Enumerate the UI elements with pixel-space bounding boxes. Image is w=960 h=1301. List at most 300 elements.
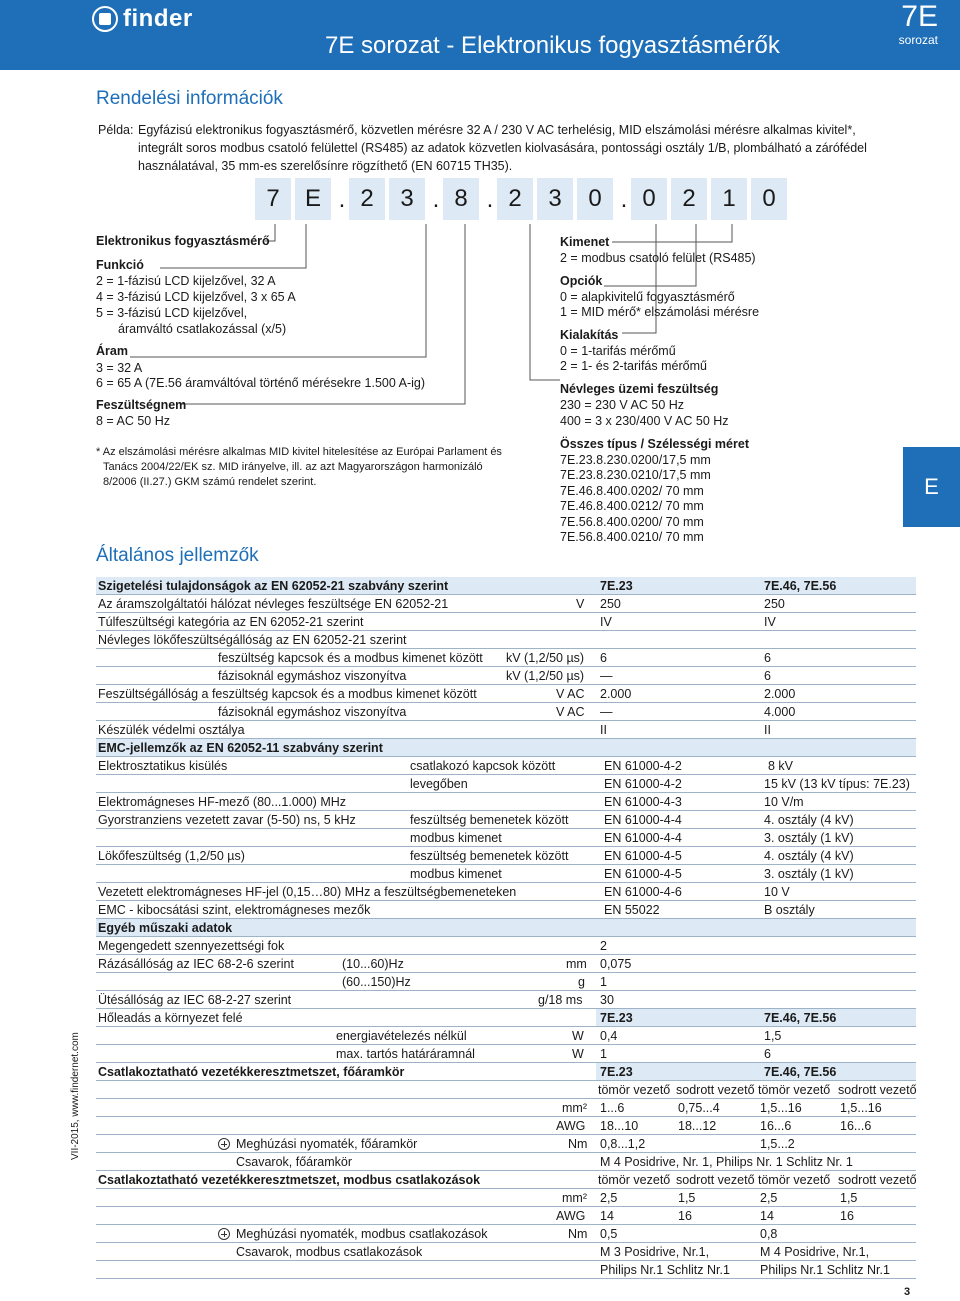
table-cell-text: max. tartós határáramnál	[336, 1047, 475, 1061]
table-cell	[764, 1027, 781, 1045]
table-cell	[600, 1099, 624, 1117]
table-cell-text: 7E.23	[600, 579, 633, 593]
general-table	[96, 577, 916, 1279]
table-cell-text: 3. osztály (1 kV)	[764, 831, 854, 845]
table-cell-text: II	[764, 723, 771, 737]
table-cell-text: tömör vezető	[598, 1083, 671, 1097]
table-cell-text: Elektromágneses HF-mező (80...1.000) MHz	[98, 795, 347, 809]
table-row	[96, 901, 916, 919]
type-line: 7E.56.8.400.0200/ 70 mm	[560, 515, 704, 529]
table-row	[96, 703, 916, 721]
table-cell	[98, 1171, 480, 1189]
table-cell-text: energiavételezés nélkül	[336, 1029, 467, 1043]
table-cell	[98, 613, 363, 631]
table-cell	[600, 991, 614, 1009]
table-cell-text: fázisoknál egymáshoz viszonyítva	[218, 705, 407, 719]
table-cell	[98, 847, 245, 865]
table-row	[96, 1063, 916, 1081]
table-cell	[758, 1081, 830, 1099]
table-row	[96, 721, 916, 739]
table-cell-text: IV	[600, 615, 612, 629]
table-cell	[764, 685, 795, 703]
table-cell-text: EN 61000-4-5	[604, 849, 682, 863]
table-cell-text: 6	[600, 651, 607, 665]
type-line: 7E.23.8.230.0210/17,5 mm	[560, 468, 711, 482]
table-cell	[600, 1117, 638, 1135]
table-row	[96, 1009, 916, 1027]
table-cell	[764, 1045, 771, 1063]
page-title: 7E sorozat - Elektronikus fogyasztásmérők	[325, 32, 780, 59]
voltage-label: Feszültségnem	[96, 398, 187, 412]
table-row	[96, 631, 916, 649]
table-cell	[562, 1189, 587, 1207]
code-digit: 3	[389, 178, 425, 220]
ordering-title: Rendelési információk	[96, 88, 283, 109]
table-row	[96, 793, 916, 811]
table-cell-text: IV	[764, 615, 776, 629]
table-cell-text: EN 61000-4-4	[604, 831, 682, 845]
table-cell-text: mm²	[562, 1101, 587, 1115]
table-cell-text: 8 kV	[768, 759, 794, 773]
table-row	[96, 1207, 916, 1225]
table-row	[96, 667, 916, 685]
table-cell-text: Meghúzási nyomaték, főáramkör	[236, 1137, 418, 1151]
table-cell-text: 7E.46, 7E.56	[764, 579, 837, 593]
table-cell	[98, 577, 448, 595]
table-cell-text: 7E.23	[600, 1065, 633, 1079]
table-cell-text: feszültség kapcsok és a modbus kimenet között	[218, 651, 483, 665]
table-cell	[600, 649, 607, 667]
table-cell-text: (10...60)Hz	[342, 957, 404, 971]
section-tab: E	[903, 447, 960, 527]
table-cell	[600, 955, 631, 973]
table-cell-text: feszültség bemenetek között	[410, 849, 569, 863]
table-cell	[98, 721, 245, 739]
table-cell-text: 16...6	[760, 1119, 792, 1133]
table-cell	[604, 793, 682, 811]
torque-icon	[218, 1228, 230, 1240]
table-cell	[676, 1171, 755, 1189]
table-cell	[578, 973, 585, 991]
table-cell-text: 0,8...1,2	[600, 1137, 646, 1151]
table-cell	[764, 793, 804, 811]
table-cell-text: modbus kimenet	[410, 831, 502, 845]
table-cell	[764, 595, 785, 613]
table-cell-text: AWG	[556, 1209, 586, 1223]
table-cell	[764, 775, 910, 793]
table-cell-text: M 4 Posidrive, Nr.1,	[760, 1245, 870, 1259]
table-cell-text: Elektrosztatikus kisülés	[98, 759, 228, 773]
table-cell	[556, 1207, 585, 1225]
table-cell-text: Philips Nr.1 Schlitz Nr.1	[600, 1263, 730, 1277]
table-row	[96, 973, 916, 991]
code-digit: 1	[711, 178, 747, 220]
general-title: Általános jellemzők	[96, 545, 259, 566]
current-line: 6 = 65 A (7E.56 áramváltóval történő mérésekre 1.500 A-ig)	[96, 376, 426, 390]
table-cell-text: —	[600, 705, 613, 719]
table-cell	[764, 703, 795, 721]
table-cell	[562, 1099, 587, 1117]
brand-name: finder	[123, 5, 193, 32]
table-cell-text: 16	[840, 1209, 854, 1223]
table-cell	[600, 1135, 645, 1153]
code-digit: 3	[537, 178, 573, 220]
table-cell	[410, 829, 502, 847]
table-cell-text: 0,4	[600, 1029, 618, 1043]
table-cell-text: 1	[600, 1047, 607, 1061]
table-cell-text: 10 V/m	[764, 795, 804, 809]
table-cell	[576, 595, 584, 613]
design-label: Kialakítás	[560, 328, 619, 342]
code-digit: 2	[671, 178, 707, 220]
table-cell	[600, 1207, 614, 1225]
table-cell	[764, 613, 776, 631]
table-row	[96, 1189, 916, 1207]
output-label: Kimenet	[560, 235, 610, 249]
table-row	[96, 1153, 916, 1171]
table-row	[96, 955, 916, 973]
table-cell	[604, 775, 682, 793]
table-cell	[600, 1243, 709, 1261]
table-cell	[764, 721, 771, 739]
torque-icon	[218, 1138, 230, 1150]
table-cell-text: 14	[600, 1209, 614, 1223]
table-cell	[342, 973, 411, 991]
code-digit: E	[295, 178, 331, 220]
table-cell	[604, 757, 682, 775]
table-cell-text: Csatlakoztatható vezetékkeresztmetszet, modbus csatlakozások	[98, 1173, 481, 1187]
table-cell	[760, 1189, 777, 1207]
table-cell	[98, 901, 370, 919]
table-cell	[760, 1099, 802, 1117]
table-cell-text: V AC	[556, 687, 585, 701]
table-cell	[604, 865, 682, 883]
table-row	[96, 1261, 916, 1279]
table-cell	[410, 775, 468, 793]
table-cell-text: 250	[600, 597, 621, 611]
table-cell-text: V AC	[556, 705, 585, 719]
table-cell	[600, 721, 607, 739]
table-cell-text: sodrott vezető	[676, 1083, 755, 1097]
table-cell-text: Meghúzási nyomaték, modbus csatlakozások	[236, 1227, 488, 1241]
table-row	[96, 811, 916, 829]
table-cell	[764, 829, 854, 847]
table-cell-text: 2.000	[600, 687, 632, 701]
table-cell-text: 7E.23	[600, 1011, 633, 1025]
type-line: 7E.46.8.400.0202/ 70 mm	[560, 484, 704, 498]
table-cell	[600, 1063, 633, 1081]
table-cell-text: 4. osztály (4 kV)	[764, 849, 854, 863]
table-cell-text: 6	[764, 669, 771, 683]
table-row	[96, 829, 916, 847]
table-cell	[98, 757, 227, 775]
type-line: 7E.46.8.400.0212/ 70 mm	[560, 499, 704, 513]
table-cell	[236, 1153, 352, 1171]
table-cell	[98, 811, 356, 829]
table-cell-text: 2,5	[600, 1191, 618, 1205]
header-cell-bg	[596, 1063, 916, 1081]
table-cell	[764, 1063, 836, 1081]
table-row	[96, 1135, 916, 1153]
table-cell-text: EMC-jellemzők az EN 62052-11 szabvány szerint	[98, 741, 383, 755]
table-cell	[764, 667, 771, 685]
table-cell	[506, 667, 584, 685]
table-cell-text: Nm	[568, 1227, 588, 1241]
table-cell-text: mm²	[562, 1191, 587, 1205]
table-cell	[600, 1009, 633, 1027]
table-row	[96, 1045, 916, 1063]
table-row	[96, 775, 916, 793]
table-cell-text: Szigetelési tulajdonságok az EN 62052-21 szabvány szerint	[98, 579, 449, 593]
table-cell	[98, 883, 516, 901]
table-cell	[98, 991, 291, 1009]
table-cell-text: 2,5	[760, 1191, 778, 1205]
table-cell	[764, 847, 854, 865]
table-cell	[218, 703, 406, 721]
table-cell-text: 14	[760, 1209, 774, 1223]
table-cell-text: Egyéb műszaki adatok	[98, 921, 233, 935]
table-cell-text: 18...10	[600, 1119, 639, 1133]
table-cell	[764, 865, 854, 883]
table-cell	[336, 1045, 475, 1063]
table-cell	[760, 1207, 774, 1225]
options-line: 0 = alapkivitelű fogyasztásmérő	[560, 290, 735, 304]
table-row	[96, 919, 916, 937]
table-cell-text: Vezetett elektromágneses HF-jel (0,15…80) MHz a feszültségbemeneteken	[98, 885, 517, 899]
table-cell-text: 4. osztály (4 kV)	[764, 813, 854, 827]
table-cell	[598, 1081, 670, 1099]
code-separator: .	[620, 186, 628, 213]
table-cell	[600, 1045, 607, 1063]
table-cell	[98, 793, 346, 811]
table-row	[96, 739, 916, 757]
table-cell	[764, 811, 854, 829]
table-cell-text: 1,5...16	[760, 1101, 802, 1115]
header-cell-bg	[596, 1009, 916, 1027]
table-row	[96, 991, 916, 1009]
table-cell	[604, 901, 660, 919]
table-cell	[410, 865, 502, 883]
table-cell	[600, 973, 607, 991]
table-row	[96, 613, 916, 631]
table-cell	[764, 1009, 836, 1027]
table-cell	[604, 883, 682, 901]
table-cell-text: 0,8	[760, 1227, 778, 1241]
options-label: Opciók	[560, 274, 603, 288]
table-cell-text: 1...6	[600, 1101, 625, 1115]
table-cell-text: 1,5	[678, 1191, 696, 1205]
function-label: Funkció	[96, 258, 144, 272]
table-cell-text: 0,5	[600, 1227, 618, 1241]
table-cell-text: W	[572, 1047, 584, 1061]
table-cell-text: Túlfeszültségi kategória az EN 62052-21 szerint	[98, 615, 364, 629]
function-line: áramváltó csatlakozással (x/5)	[118, 322, 287, 336]
table-cell	[840, 1189, 857, 1207]
table-cell	[600, 1189, 617, 1207]
table-cell	[758, 1171, 830, 1189]
table-cell	[760, 1261, 890, 1279]
table-cell-text: 4.000	[764, 705, 796, 719]
table-cell-text: Lökőfeszültség (1,2/50 µs)	[98, 849, 245, 863]
footnote-line: Tanács 2004/22/EK sz. MID irányelve, ill. az azt Magyarországon harmonizáló	[103, 461, 483, 473]
function-line: 2 = 1-fázisú LCD kijelzővel, 32 A	[96, 274, 276, 288]
design-line: 0 = 1-tarifás mérőmű	[560, 344, 676, 358]
table-cell-text: 30	[600, 993, 614, 1007]
table-cell	[604, 847, 682, 865]
series-code-value: 7E	[901, 0, 938, 33]
table-cell-text: 16...6	[840, 1119, 872, 1133]
example-line-1: Egyfázisú elektronikus fogyasztásmérő, közvetlen mérésre 32 A / 230 V AC terhelésig, MID elszámolási mérésre alkalmas kivitel*,	[138, 123, 856, 137]
table-cell-text: 1,5...16	[840, 1101, 882, 1115]
table-cell	[236, 1243, 422, 1261]
table-cell	[678, 1207, 692, 1225]
table-cell-text: 2.000	[764, 687, 796, 701]
code-digit: 2	[497, 178, 533, 220]
table-row	[96, 595, 916, 613]
table-cell-text: levegőben	[410, 777, 468, 791]
table-cell-text: csatlakozó kapcsok között	[410, 759, 556, 773]
table-cell-text: 1,5	[840, 1191, 858, 1205]
table-cell-text: modbus kimenet	[410, 867, 502, 881]
table-cell	[764, 883, 790, 901]
function-line: 5 = 3-fázisú LCD kijelzővel,	[96, 306, 248, 320]
table-cell-text: 16	[678, 1209, 692, 1223]
table-cell	[236, 1225, 488, 1243]
table-cell-text: 250	[764, 597, 785, 611]
table-cell	[98, 631, 407, 649]
table-cell-text: Megengedett szennyezettségi fok	[98, 939, 285, 953]
table-cell-text: —	[600, 669, 613, 683]
table-cell	[600, 937, 607, 955]
table-cell	[600, 1153, 853, 1171]
series-code-sub: sorozat	[898, 33, 938, 47]
table-row	[96, 1243, 916, 1261]
table-cell	[600, 703, 613, 721]
table-cell	[600, 577, 633, 595]
table-cell	[840, 1099, 882, 1117]
table-row	[96, 1171, 916, 1189]
table-cell-text: Készülék védelmi osztálya	[98, 723, 245, 737]
table-row	[96, 649, 916, 667]
table-cell	[760, 1225, 777, 1243]
table-cell	[236, 1135, 417, 1153]
table-cell-text: g	[578, 975, 585, 989]
table-cell	[98, 685, 477, 703]
table-cell-text: 7E.46, 7E.56	[764, 1011, 837, 1025]
table-row	[96, 847, 916, 865]
page-number: 3	[904, 1286, 911, 1298]
type-line: 7E.56.8.400.0210/ 70 mm	[560, 530, 704, 544]
table-cell-text: tömör vezető	[758, 1173, 831, 1187]
example-label: Példa:	[98, 123, 134, 137]
table-cell-text: Hőleadás a környezet felé	[98, 1011, 243, 1025]
code-digit: 0	[631, 178, 667, 220]
footnote-line: * Az elszámolási mérésre alkalmas MID kivitel hitelesítése az Európai Parlament és	[96, 446, 502, 458]
table-cell	[840, 1117, 871, 1135]
table-cell-text: 6	[764, 651, 771, 665]
table-cell	[598, 1171, 670, 1189]
table-cell	[98, 1063, 404, 1081]
code-separator: .	[432, 186, 440, 213]
table-cell-text: 1,5	[764, 1029, 782, 1043]
table-cell-text: (60...150)Hz	[342, 975, 411, 989]
function-line: 4 = 3-fázisú LCD kijelzővel, 3 x 65 A	[96, 290, 296, 304]
table-cell	[568, 1225, 587, 1243]
table-cell	[410, 757, 555, 775]
table-cell-text: EN 61000-4-2	[604, 777, 682, 791]
table-cell-text: 10 V	[764, 885, 790, 899]
table-cell-text: 18...12	[678, 1119, 717, 1133]
table-cell-text: Csavarok, főáramkör	[236, 1155, 353, 1169]
table-cell	[556, 703, 585, 721]
code-digit: 0	[751, 178, 787, 220]
table-cell-text: Rázásállóság az IEC 68-2-6 szerint	[98, 957, 294, 971]
table-cell	[600, 1261, 730, 1279]
table-cell	[838, 1171, 917, 1189]
table-cell	[556, 685, 585, 703]
code-digit: 7	[255, 178, 291, 220]
table-cell-text: 15 kV (13 kV típus: 7E.23)	[764, 777, 910, 791]
table-cell-text: W	[572, 1029, 584, 1043]
table-cell	[600, 595, 621, 613]
table-cell	[410, 847, 568, 865]
table-cell	[676, 1081, 755, 1099]
types-label: Összes típus / Szélességi méret	[560, 437, 749, 451]
example-line-2: integrált soros modbus csatoló felülettel (RS485) az adatok közvetlen kiolvasására, pontossági osztály 1/B, plombálható a záróféd​el	[138, 141, 867, 155]
table-cell	[98, 739, 383, 757]
table-row	[96, 1081, 916, 1099]
table-cell	[764, 901, 815, 919]
table-cell-text: Az áramszolgáltatói hálózat névleges feszültsége EN 62052-21	[98, 597, 449, 611]
table-cell	[604, 811, 682, 829]
table-cell-text: EN 61000-4-6	[604, 885, 682, 899]
table-cell-text: M 3 Posidrive, Nr.1,	[600, 1245, 710, 1259]
table-cell-text: Feszültségállóság a feszültség kapcsok és a modbus kimenet között	[98, 687, 477, 701]
table-cell-text: II	[600, 723, 607, 737]
table-row	[96, 937, 916, 955]
table-cell-text: fázisoknál egymáshoz viszonyítva	[218, 669, 407, 683]
meter-label: Elektronikus fogyasztásmérő	[96, 234, 270, 248]
table-row	[96, 1225, 916, 1243]
table-cell-text: 1,5...2	[760, 1137, 795, 1151]
table-cell	[218, 667, 406, 685]
table-cell	[678, 1117, 716, 1135]
table-row	[96, 883, 916, 901]
table-cell-text: Névleges lökőfeszültségállóság az EN 62052-21 szerint	[98, 633, 407, 647]
table-row	[96, 1099, 916, 1117]
table-cell-text: M 4 Posidrive, Nr. 1, Philips Nr. 1 Schlitz Nr. 1	[600, 1155, 853, 1169]
table-cell-text: 0,075	[600, 957, 632, 971]
table-cell	[678, 1099, 720, 1117]
table-cell-text: 0,75...4	[678, 1101, 720, 1115]
code-digit: 0	[577, 178, 613, 220]
example-line-3: használatával, 35 mm-es szerelősínre rögzíthető (EN 60715 TH35).	[138, 159, 513, 173]
table-cell-text: B osztály	[764, 903, 815, 917]
table-cell	[600, 1027, 617, 1045]
rated-voltage-line: 400 = 3 x 230/400 V AC 50 Hz	[560, 414, 729, 428]
current-line: 3 = 32 A	[96, 361, 143, 375]
table-cell	[600, 1225, 617, 1243]
table-cell	[556, 1117, 585, 1135]
table-cell-text: 7E.46, 7E.56	[764, 1065, 837, 1079]
table-cell	[600, 667, 613, 685]
table-cell-text: EN 61000-4-2	[604, 759, 682, 773]
table-cell	[840, 1207, 854, 1225]
type-line: 7E.23.8.230.0200/17,5 mm	[560, 453, 711, 467]
table-cell-text: kV (1,2/50 µs)	[506, 651, 585, 665]
table-cell-text: EMC - kibocsátási szint, elektromágneses mezők	[98, 903, 371, 917]
current-label: Áram	[96, 344, 128, 358]
